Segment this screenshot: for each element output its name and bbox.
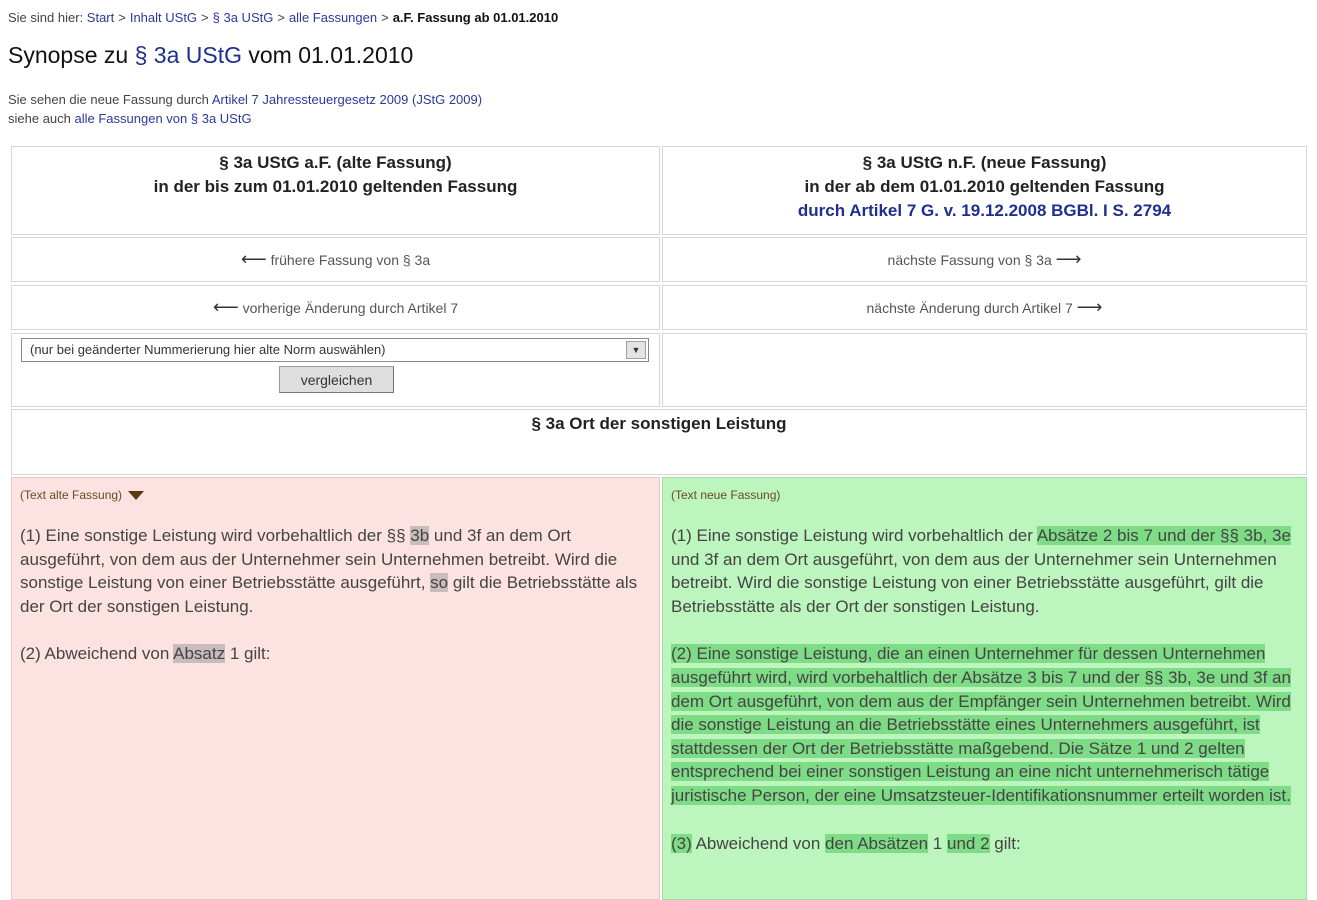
arrow-left-icon: ⟵ <box>212 297 239 317</box>
old-norm-select[interactable] <box>21 338 649 362</box>
compare-cell-empty <box>662 333 1307 407</box>
changed-text-highlight: 3b <box>410 526 430 545</box>
nav-earlier-version[interactable] <box>11 237 660 282</box>
compare-button[interactable]: vergleichen <box>279 366 394 393</box>
old-paragraph-2 <box>12 642 659 666</box>
earlier-version-link[interactable]: frühere Fassung von § 3a <box>270 251 431 268</box>
breadcrumb <box>8 10 558 25</box>
page-title-post: vom 01.01.2010 <box>248 42 414 68</box>
breadcrumb-separator: > <box>277 10 285 25</box>
breadcrumb-alle-fassungen-link[interactable]: alle Fassungen <box>288 10 378 25</box>
header-old-version <box>11 146 660 235</box>
compare-cell <box>11 333 660 407</box>
old-norm-select-value: (nur bei geänderter Nummerierung hier alte Norm auswählen) <box>30 342 386 357</box>
text-segment: und 3f an dem Ort ausgeführt, von dem aus der Unternehmer sein Unternehmen betreibt. Wird die sonstige Leistung von einer Betriebsstätte ausgeführt, gilt die Betriebsstätte als der Ort der sonstigen Leistung. <box>671 549 1277 616</box>
breadcrumb-start-link[interactable]: Start <box>86 10 115 25</box>
breadcrumb-paragraph-link[interactable]: § 3a UStG <box>212 10 274 25</box>
new-text-label: (Text neue Fassung) <box>671 488 781 502</box>
breadcrumb-current: a.F. Fassung ab 01.01.2010 <box>392 10 559 25</box>
header-old-subtitle: in der bis zum 01.01.2010 geltenden Fassung <box>153 177 518 196</box>
changed-text-highlight: so <box>430 573 449 593</box>
next-version-link[interactable]: nächste Fassung von § 3a <box>887 251 1052 268</box>
page-title <box>8 42 413 69</box>
new-paragraph-3 <box>663 832 1306 856</box>
header-new-subtitle: in der ab dem 01.01.2010 geltenden Fassung <box>804 177 1165 196</box>
header-new-title: § 3a UStG n.F. (neue Fassung) <box>862 153 1107 172</box>
header-new-version <box>662 146 1307 235</box>
next-change-link[interactable]: nächste Änderung durch Artikel 7 <box>866 299 1073 316</box>
section-title: § 3a Ort der sonstigen Leistung <box>11 409 1307 475</box>
text-segment: 1 <box>928 833 947 853</box>
info-line-see-also <box>8 109 482 128</box>
text-segment: (1) Eine sonstige Leistung wird vorbehaltlich der §§ <box>20 526 411 545</box>
changed-text-highlight: und 2 <box>946 833 990 853</box>
arrow-right-icon: ⟶ <box>1076 297 1103 317</box>
new-paragraph-2 <box>663 642 1306 807</box>
nav-next-version[interactable] <box>662 237 1307 282</box>
text-segment: gilt die Betriebsstätte als der Ort der sonstigen Leistung. <box>20 573 638 616</box>
breadcrumb-prefix: Sie sind hier: <box>8 10 84 25</box>
collapse-triangle-icon[interactable] <box>128 491 144 500</box>
header-old-title: § 3a UStG a.F. (alte Fassung) <box>219 153 452 172</box>
synopsis-table <box>11 146 1307 900</box>
old-version-text-panel <box>11 477 660 900</box>
header-new-source-link[interactable]: durch Artikel 7 G. v. 19.12.2008 BGBl. I S. 2794 <box>797 201 1172 220</box>
breadcrumb-separator: > <box>118 10 126 25</box>
info-block <box>8 90 482 128</box>
nav-prev-change[interactable] <box>11 285 660 330</box>
info-line1-text: Sie sehen die neue Fassung durch <box>8 92 209 107</box>
old-text-label[interactable]: (Text alte Fassung) <box>20 488 659 502</box>
new-version-text-panel <box>662 477 1307 900</box>
arrow-left-icon: ⟵ <box>240 249 267 269</box>
amendment-article-link[interactable]: Artikel 7 Jahressteuergesetz 2009 (JStG 2009) <box>211 92 483 107</box>
nav-next-change[interactable] <box>662 285 1307 330</box>
text-segment: (2) Abweichend von <box>20 644 174 664</box>
text-segment: 1 gilt: <box>225 644 271 664</box>
dropdown-arrow-icon[interactable]: ▼ <box>626 341 646 359</box>
text-segment: Abweichend von <box>691 833 826 853</box>
text-segment: gilt: <box>989 833 1021 853</box>
info-line-amendment <box>8 90 482 109</box>
new-paragraph-1 <box>663 524 1306 618</box>
text-segment: (1) Eine sonstige Leistung wird vorbehaltlich der <box>671 526 1037 545</box>
prev-change-link[interactable]: vorherige Änderung durch Artikel 7 <box>242 299 459 316</box>
page-title-pre: Synopse zu <box>8 42 129 68</box>
breadcrumb-separator: > <box>381 10 389 25</box>
info-line2-text: siehe auch <box>8 111 71 126</box>
page-title-norm-link[interactable]: § 3a UStG <box>134 42 242 68</box>
changed-text-highlight: (2) Eine sonstige Leistung, die an einen Unternehmer für dessen Unternehmen ausgeführt wird, wird vorbehaltlich der Absätze 3 bis 7 und der §§ 3b, 3e und 3f an dem Ort ausgeführt, von dem aus der Empfänger sein Unternehmen betreibt. Wird die sonstige Leistung an die Betriebsstätte eines Unternehmers ausgeführt, ist stattdessen der Ort der Betriebsstätte maßgebend. Die Sätze 1 und 2 gelten entsprechend bei einer sonstigen Leistung an eine nicht unternehmerisch tätige juristische Person, der eine Umsatzsteuer-Identifikationsnummer erteilt worden ist. <box>671 644 1291 805</box>
breadcrumb-separator: > <box>201 10 209 25</box>
breadcrumb-inhalt-link[interactable]: Inhalt UStG <box>129 10 198 25</box>
changed-text-highlight: (3) <box>671 833 692 853</box>
changed-text-highlight: den Absätzen <box>825 833 929 853</box>
changed-text-highlight: Absätze 2 bis 7 und der §§ 3b, 3e <box>1036 526 1291 545</box>
arrow-right-icon: ⟶ <box>1055 249 1082 269</box>
text-segment: und 3f an dem Ort ausgeführt, von dem aus der Unternehmer sein Unternehmen betreibt. Wird die sonstige Leistung von einer Betriebsstätte ausgeführt, <box>20 526 618 593</box>
all-versions-link[interactable]: alle Fassungen von § 3a UStG <box>74 111 252 126</box>
changed-text-highlight: Absatz <box>173 644 226 664</box>
old-paragraph-1 <box>12 524 659 618</box>
